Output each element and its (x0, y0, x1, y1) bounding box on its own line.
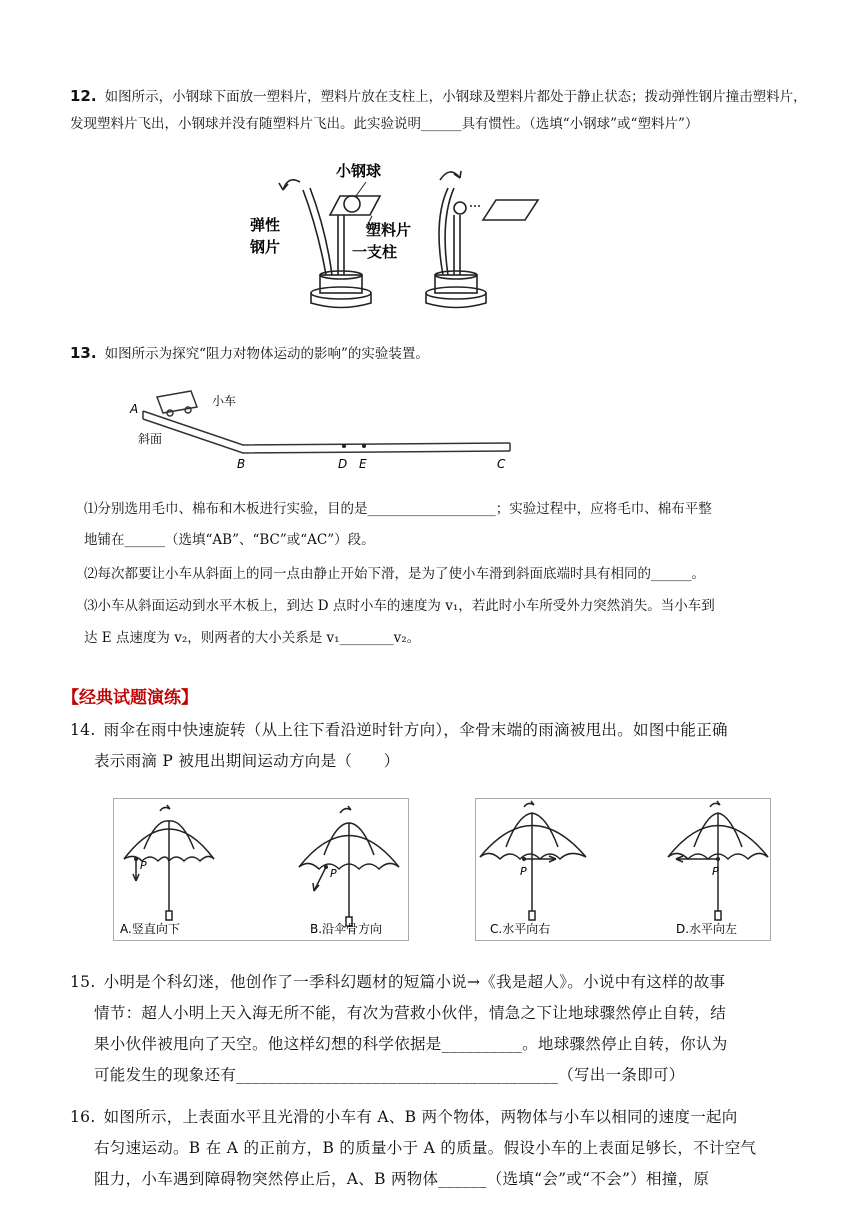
option-b: B.沿伞骨方向 (310, 922, 383, 936)
option-c: C.水平向右 (490, 922, 551, 936)
question-16 (70, 1102, 810, 1195)
question-line-4: 可能发生的现象还有________________________________________（写出一条即可） (94, 1066, 685, 1084)
question-line-1: 雨伞在雨中快速旋转（从上往下看沿逆时针方向），伞骨末端的雨滴被甩出。如图中能正确 (103, 721, 728, 739)
figure-options-ab (113, 798, 409, 941)
figure-options-cd (475, 798, 771, 941)
label-P-c: P (520, 865, 527, 878)
q13-part3-line1: ⑶小车从斜面运动到水平木板上，到达 D 点时小车的速度为 v₁，若此时小车所受外力突然消失。当小车到 (84, 598, 715, 614)
label-elastic: 弹性 (250, 216, 281, 234)
question-number: 15. (70, 973, 96, 991)
label-slope: 斜面 (138, 432, 163, 446)
question-13 (70, 340, 810, 368)
question-line-2: 表示雨滴 P 被甩出期间运动方向是（ ） (94, 752, 400, 770)
question-text: 如图所示，小钢球下面放一塑料片，塑料片放在支柱上，小钢球及塑料片都处于静止状态；拨动弹性钢片撞击塑料片，发现塑料片飞出，小钢球并没有随塑料片飞出。此实验说明______具有惯性。（选填“小钢球”或“塑料片”） (70, 89, 807, 132)
label-P-b: P (330, 867, 337, 880)
label-B: B (237, 457, 246, 471)
q13-part2: ⑵每次都要让小车从斜面上的同一点由静止开始下滑，是为了使小车滑到斜面底端时具有相同的______。 (84, 566, 705, 582)
question-line-1: 如图所示，上表面水平且光滑的小车有 A、B 两个物体，两物体与小车以相同的速度一起向 (103, 1108, 738, 1126)
question-number: 16. (70, 1108, 96, 1126)
label-E: E (359, 457, 367, 471)
question-14 (70, 715, 810, 777)
label-cart: 小车 (212, 394, 237, 408)
label-steel-strip: 钢片 (250, 238, 281, 256)
label-D: D (338, 457, 348, 471)
label-P-d: P (712, 865, 719, 878)
question-number: 12. (70, 87, 97, 105)
question-text: 如图所示为探究“阻力对物体运动的影响”的实验装置。 (104, 346, 429, 362)
question-15 (70, 967, 810, 1091)
q13-part3-line2: 达 E 点速度为 v₂，则两者的大小关系是 v₁________v₂。 (84, 630, 421, 646)
label-steel-ball: 小钢球 (336, 162, 382, 180)
option-d: D.水平向左 (676, 922, 738, 936)
label-C: C (497, 457, 506, 471)
figure-q13-incline-cart (125, 383, 520, 473)
question-line-1: 小明是个科幻迷，他创作了一季科幻题材的短篇小说→《我是超人》。小说中有这样的故事 (103, 973, 726, 991)
question-number: 13. (70, 344, 97, 362)
question-line-3: 阻力，小车遇到障碍物突然停止后，A、B 两物体______（选填“会”或“不会”）相撞，原 (94, 1170, 710, 1188)
figure-q12-steel-ball-experiment (248, 160, 558, 312)
question-number: 14. (70, 721, 96, 739)
q13-part1-line2: 地铺在______（选填“AB”、“BC”或“AC”）段。 (84, 532, 375, 548)
question-line-2: 情节：超人小明上天入海无所不能，有次为营救小伙伴，情急之下让地球骤然停止自转，结 (94, 1004, 727, 1022)
question-12 (70, 83, 810, 138)
q13-part1-line1: ⑴分别选用毛巾、棉布和木板进行实验，目的是___________________；实验过程中，应将毛巾、棉布平整 (84, 501, 712, 517)
question-line-2: 右匀速运动。B 在 A 的正前方，B 的质量小于 A 的质量。假设小车的上表面足够长，不计空气 (94, 1139, 757, 1157)
label-support-post: 一支柱 (352, 243, 398, 261)
label-P-a: P (140, 859, 147, 872)
option-a: A.竖直向下 (120, 922, 180, 936)
section-title: 【经典试题演练】 (62, 688, 198, 708)
label-plastic-card: 塑料片 (366, 221, 412, 239)
question-line-3: 果小伙伴被甩向了天空。他这样幻想的科学依据是__________。地球骤然停止自转，你认为 (94, 1035, 728, 1053)
label-A: A (130, 402, 139, 416)
